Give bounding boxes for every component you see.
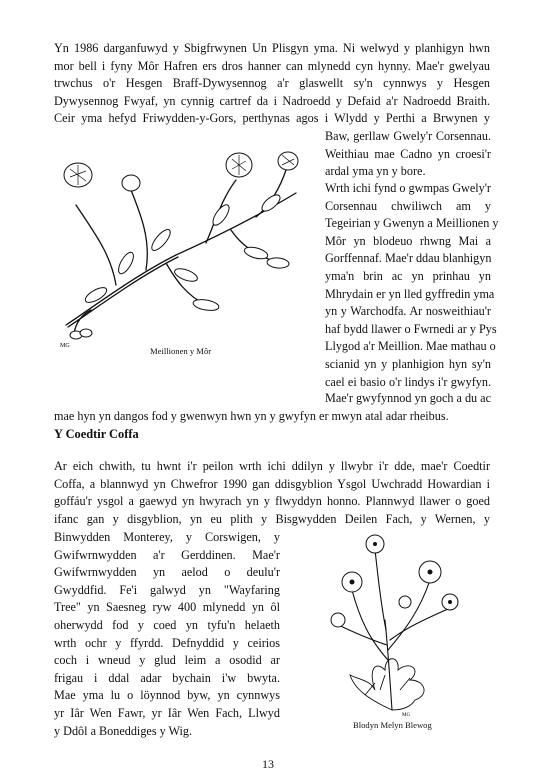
text-line: Baw, gerllaw Gwely'r Corsennau.: [325, 129, 491, 143]
text-line: Môr yn blodeuo rhwng Mai a: [325, 233, 491, 248]
text-line: cael ei basio o'r lindys i'r gwyfyn.: [325, 374, 491, 389]
text-line: Weithiau mae Cadno yn croesi'r: [325, 146, 491, 161]
section-heading: Y Coedtir Coffa: [54, 427, 139, 441]
figure-caption: Blodyn Melyn Blewog: [353, 720, 432, 730]
text-line: yn y Warchodfa. Ar nosweithiau'r: [325, 304, 491, 319]
text-line: Gwifwrnwydden yn aelod o deulu'r: [54, 565, 280, 580]
text-line: Mae'r gwyfynnod yn goch a du ac: [325, 391, 492, 405]
text-line: Wrth ichi fynd o gwmpas Gwely'r: [325, 181, 491, 195]
text-line: Ar eich chwith, tu hwnt i'r peilon wrth ichi ddilyn y llwybr i'r dde, mae'r Coedtir: [54, 459, 490, 473]
body-paragraph-continued: [54, 390, 490, 425]
text-line: Llygod a'r Meillion. Mae mathau o: [325, 339, 496, 354]
text-line: mae hyn yn dangos fod y gwenwyn hwn yn y gwyfyn er mwyn atal adar rheibus.: [54, 408, 449, 423]
text-line: ifanc gan y disgyblion, yn eu plith y Bisgwydden Deilen Fach, y Wernen, y: [54, 511, 490, 526]
text-line: coch i wneud y glud leim a osodid ar: [54, 653, 280, 668]
text-line: haf bydd llawer o Fwrnedi ar y Pys: [325, 321, 497, 336]
text-line: Tegeirian y Gwenyn a Meillionen y: [325, 216, 499, 231]
text-line: Corsennau chwiliwch am y: [325, 198, 491, 213]
body-paragraph: [325, 180, 499, 391]
illustrator-initials: MG: [402, 713, 411, 718]
text-line: Gwyddfid. Fe'i galwyd yn "Wayfaring: [54, 582, 280, 597]
figure-caption: Meillionen y Môr: [150, 346, 212, 356]
memorial-woodland-paragraph: [54, 458, 490, 528]
text-line: y Ddôl a Boneddiges y Wig.: [54, 723, 193, 738]
text-line: Gorffennaf. Mae'r ddau blanhigyn: [325, 251, 492, 266]
text-line: trwchus o'r Hesgen Braff-Dywysennog a'r glaswellt sy'n cynnwys y Hesgen: [54, 76, 490, 91]
text-line: frigau i ddal adar bychain i'w bwyta.: [54, 670, 280, 685]
text-line: oherwydd fod y coed yn tyfu'n helaeth: [54, 617, 280, 632]
memorial-woodland-paragraph-continued: [54, 529, 280, 740]
text-line: ardal yma yn y bore.: [325, 164, 426, 179]
text-line: yr Iâr Wen Fawr, yr Iâr Wen Fach, Llwyd: [54, 705, 280, 720]
text-line: Yn 1986 darganfuwyd y Sbigfrwynen Un Plisgyn yma. Ni welwyd y planhigyn hwn: [54, 41, 490, 55]
intro-paragraph: [54, 40, 490, 128]
text-line: Coffa, a blannwyd yn Chwefror 1990 gan ddisgyblion Ysgol Uwchradd Howardian i: [54, 476, 490, 491]
text-line: Tree" yn Saesneg ryw 400 mlynedd yn ôl: [54, 600, 280, 615]
sea-clover-illustration: [56, 145, 324, 350]
text-line: scianid yn y planhigion hyn sy'n: [325, 356, 491, 371]
text-line: Binwydden Monterey, y Corswigen, y: [54, 530, 280, 544]
text-line: Mhrydain er yn lled gyffredin yma: [325, 286, 495, 301]
text-line: Ceir yma hefyd Friwydden-y-Gors, perthynas agos i Wlydd y Perthi a Brwynen y: [54, 111, 490, 126]
text-line: goffáu'r ysgol a gaewyd yn hwyrach yn y flwyddyn honno. Plannwyd llawer o goed: [54, 494, 490, 509]
text-line: mor bell i fyny Môr Hafren ers dros hanner can mlynedd cyn hynny. Mae'r gwelyau: [54, 58, 490, 73]
text-line: Dywysennog Fwyaf, yn cynnig cartref da i Nadroedd y Defaid a'r Nadroedd Braith.: [54, 93, 490, 108]
text-line: yma'n brin ac yn prinhau yn: [325, 268, 491, 283]
text-line: Gwifwrnwydden a'r Gerddinen. Mae'r: [54, 547, 280, 562]
illustrator-initials: MG: [60, 343, 70, 349]
hairy-buttercup-illustration: [330, 530, 465, 718]
text-line: wrth ochr y ffyrdd. Defnyddid y ceirios: [54, 635, 280, 650]
text-line: Mae yma lu o löynnod byw, yn cynnwys: [54, 688, 280, 703]
intro-paragraph-continued: [325, 128, 491, 181]
page-number: 13: [262, 757, 274, 771]
